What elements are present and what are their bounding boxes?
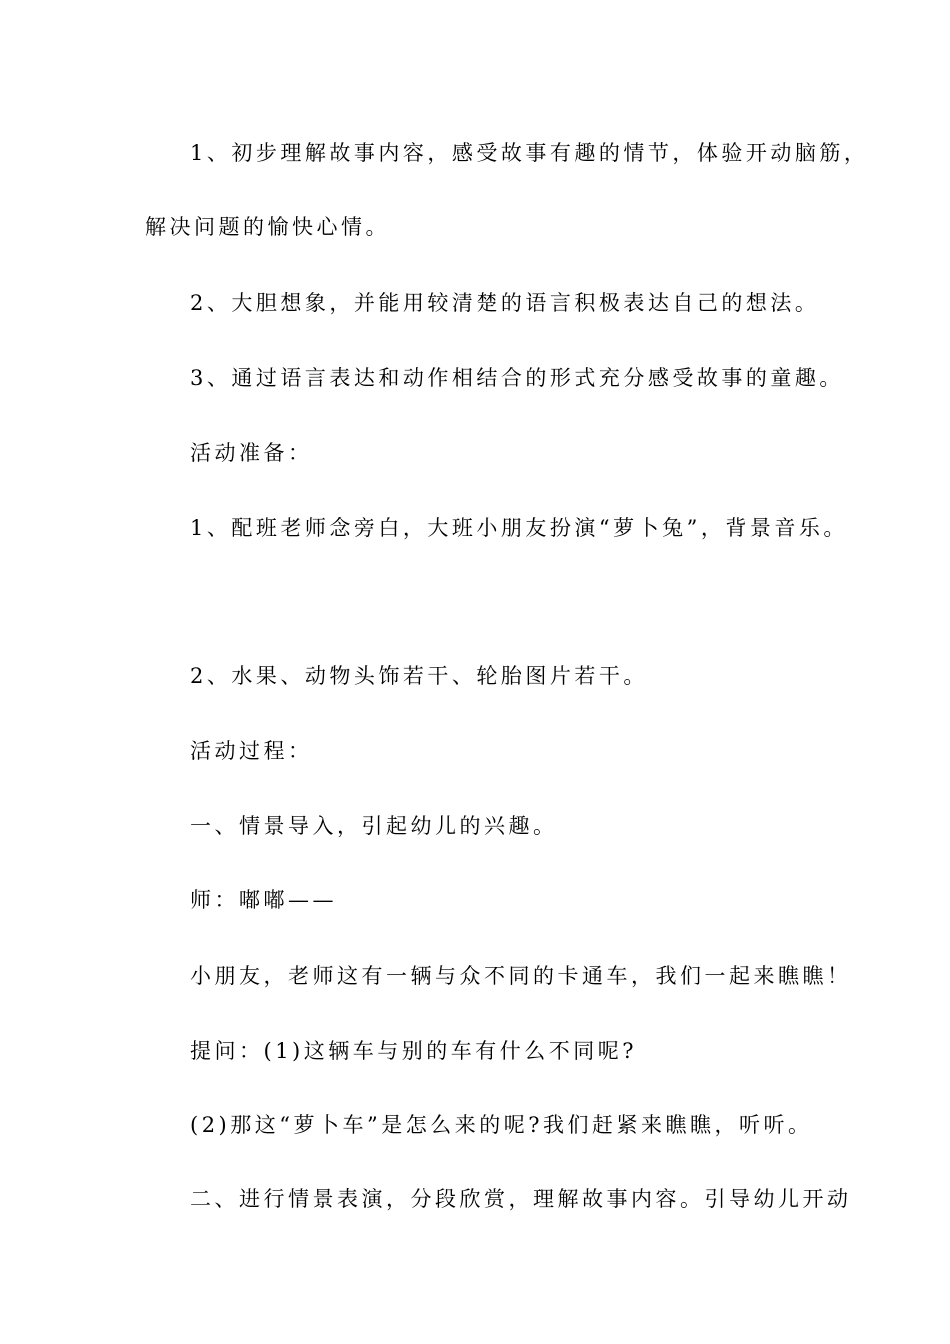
question-1: 提问：(1)这辆车与别的车有什么不同呢? — [190, 1039, 638, 1063]
process-heading: 活动过程： — [190, 739, 313, 763]
preparation-item-2: 2、水果、动物头饰若干、轮胎图片若干。 — [190, 664, 648, 688]
process-step-1: 一、情景导入，引起幼儿的兴趣。 — [190, 814, 558, 838]
preparation-heading: 活动准备： — [190, 441, 313, 465]
preparation-item-1: 1、配班老师念旁白，大班小朋友扮演“萝卜兔”，背景音乐。 — [190, 516, 848, 540]
objective-2: 2、大胆想象，并能用较清楚的语言积极表达自己的想法。 — [190, 291, 820, 315]
process-step-2: 二、进行情景表演，分段欣赏，理解故事内容。引导幼儿开动 — [190, 1187, 852, 1211]
teacher-speech: 小朋友，老师这有一辆与众不同的卡通车，我们一起来瞧瞧！ — [190, 964, 852, 988]
objective-3: 3、通过语言表达和动作相结合的形式充分感受故事的童趣。 — [190, 366, 844, 390]
question-2: (2)那这“萝卜车”是怎么来的呢?我们赶紧来瞧瞧，听听。 — [190, 1113, 813, 1137]
objective-1-line-2: 解决问题的愉快心情。 — [145, 215, 390, 239]
objective-1-line-1: 1、初步理解故事内容，感受故事有趣的情节，体验开动脑筋， — [190, 141, 869, 165]
teacher-line: 师：嘟嘟—— — [190, 888, 337, 912]
